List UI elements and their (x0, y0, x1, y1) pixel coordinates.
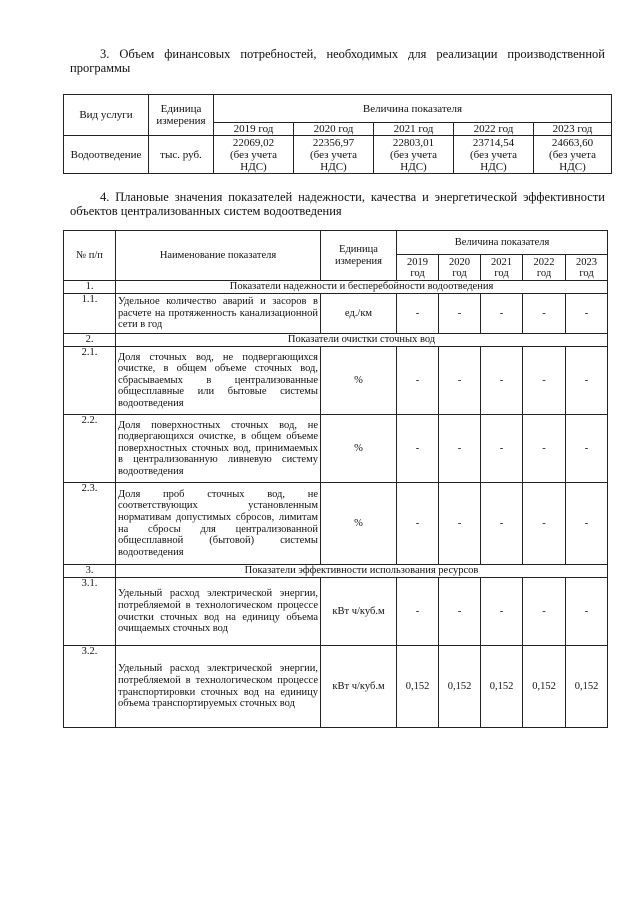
year-suffix: год (536, 267, 552, 279)
row-value: - (481, 415, 523, 483)
row-value: - (397, 294, 439, 334)
row-value: 0,152 (523, 646, 566, 728)
row-num: 2.1. (64, 347, 116, 415)
year-number: 2023 (576, 256, 598, 268)
row-value: - (439, 578, 481, 646)
year-suffix: год (410, 267, 425, 279)
year-suffix: год (494, 267, 509, 279)
row-value: - (481, 483, 523, 565)
header-year: 2021 год (374, 123, 454, 136)
group-title: Показатели надежности и бесперебойности водоотведения (116, 281, 608, 294)
year-number: 2022 (533, 256, 555, 268)
row-unit: кВт ч/куб.м (321, 578, 397, 646)
header-service: Вид услуги (64, 95, 149, 136)
row-unit: % (321, 347, 397, 415)
value-amount: 22069,02 (232, 136, 275, 149)
row-num: 1.1. (64, 294, 116, 334)
row-name: Доля проб сточных вод, не соответствующих установленным нормативам допустимых сбросов, лимитам на сбросы для централизованной общесплавной (бытовой) системы водоотведения (116, 483, 321, 565)
row-value: - (439, 415, 481, 483)
value-cell (534, 136, 612, 174)
row-unit: % (321, 483, 397, 565)
row-value: - (523, 415, 566, 483)
year-suffix: год (452, 267, 467, 279)
group-title: Показатели эффективности использования ресурсов (116, 565, 608, 578)
header-year (397, 255, 439, 281)
row-value: - (523, 294, 566, 334)
row-value: - (439, 483, 481, 565)
year-suffix: год (579, 267, 594, 279)
row-num: 3.2. (64, 646, 116, 728)
service-name: Водоотведение (64, 136, 149, 174)
financial-needs-table (63, 94, 612, 174)
row-name: Удельное количество аварий и засоров в расчете на протяженность канализационной сети в год (116, 294, 321, 334)
row-value: - (566, 294, 608, 334)
section-4-title: 4. Плановые значения показателей надежности, качества и энергетической эффективности объектов централизованных систем водоотведения (70, 190, 605, 218)
value-amount: 23714,54 (472, 136, 515, 149)
row-value: - (481, 294, 523, 334)
row-value: 0,152 (439, 646, 481, 728)
value-cell (294, 136, 374, 174)
header-unit: Единица измерения (321, 231, 397, 281)
row-value: - (566, 415, 608, 483)
header-year: 2022 год (454, 123, 534, 136)
row-value: - (523, 347, 566, 415)
header-value: Величина показателя (397, 231, 608, 255)
row-value: - (481, 347, 523, 415)
group-num: 3. (64, 565, 116, 578)
service-unit: тыс. руб. (149, 136, 214, 174)
row-name: Удельный расход электрической энергии, потребляемой в технологическом процессе транспортировки сточных вод на единицу объема транспортируемых сточных вод (116, 646, 321, 728)
header-num: № п/п (64, 231, 116, 281)
header-year (439, 255, 481, 281)
row-value: - (481, 578, 523, 646)
value-note: (без учета НДС) (310, 148, 357, 173)
row-name: Доля поверхностных сточных вод, не подвергающихся очистке, в общем объеме поверхностных сточных вод, принимаемых в централизованную ливневую систему водоотведения (116, 415, 321, 483)
year-number: 2021 (491, 256, 512, 268)
year-number: 2020 (449, 256, 470, 268)
row-unit: ед./км (321, 294, 397, 334)
row-value: - (566, 483, 608, 565)
row-name: Доля сточных вод, не подвергающихся очистке, в общем объеме сточных вод, сбрасываемых в централизованные общесплавные или бытовые системы водоотведения (116, 347, 321, 415)
row-value: 0,152 (481, 646, 523, 728)
row-value: - (523, 578, 566, 646)
value-cell (454, 136, 534, 174)
row-value: - (397, 578, 439, 646)
row-value: - (397, 347, 439, 415)
value-amount: 22356,97 (312, 136, 355, 149)
row-unit: % (321, 415, 397, 483)
value-note: (без учета НДС) (390, 148, 437, 173)
group-title: Показатели очистки сточных вод (116, 334, 608, 347)
row-num: 3.1. (64, 578, 116, 646)
header-value: Величина показателя (214, 95, 612, 123)
header-year (523, 255, 566, 281)
row-name: Удельный расход электрической энергии, потребляемой в технологическом процессе очистки сточных вод на единицу объема очищаемых сточных вод (116, 578, 321, 646)
indicators-table (63, 230, 608, 728)
value-note: (без учета НДС) (230, 148, 277, 173)
row-value: - (397, 415, 439, 483)
value-note: (без учета НДС) (470, 148, 517, 173)
value-amount: 24663,60 (551, 136, 594, 149)
group-num: 1. (64, 281, 116, 294)
header-year: 2019 год (214, 123, 294, 136)
value-amount: 22803,01 (392, 136, 435, 149)
header-year (566, 255, 608, 281)
row-value: 0,152 (397, 646, 439, 728)
row-value: - (439, 294, 481, 334)
value-cell (374, 136, 454, 174)
row-value: - (397, 483, 439, 565)
header-year (481, 255, 523, 281)
row-value: - (566, 347, 608, 415)
section-3-title: 3. Объем финансовых потребностей, необходимых для реализации производственной программы (70, 47, 605, 75)
header-year: 2023 год (534, 123, 612, 136)
row-unit: кВт ч/куб.м (321, 646, 397, 728)
row-value: 0,152 (566, 646, 608, 728)
value-note: (без учета НДС) (549, 148, 596, 173)
group-num: 2. (64, 334, 116, 347)
row-num: 2.2. (64, 415, 116, 483)
header-unit: Единица измерения (149, 95, 214, 136)
row-value: - (523, 483, 566, 565)
value-cell (214, 136, 294, 174)
year-number: 2019 (407, 256, 428, 268)
row-value: - (439, 347, 481, 415)
row-num: 2.3. (64, 483, 116, 565)
header-name: Наименование показателя (116, 231, 321, 281)
header-year: 2020 год (294, 123, 374, 136)
row-value: - (566, 578, 608, 646)
